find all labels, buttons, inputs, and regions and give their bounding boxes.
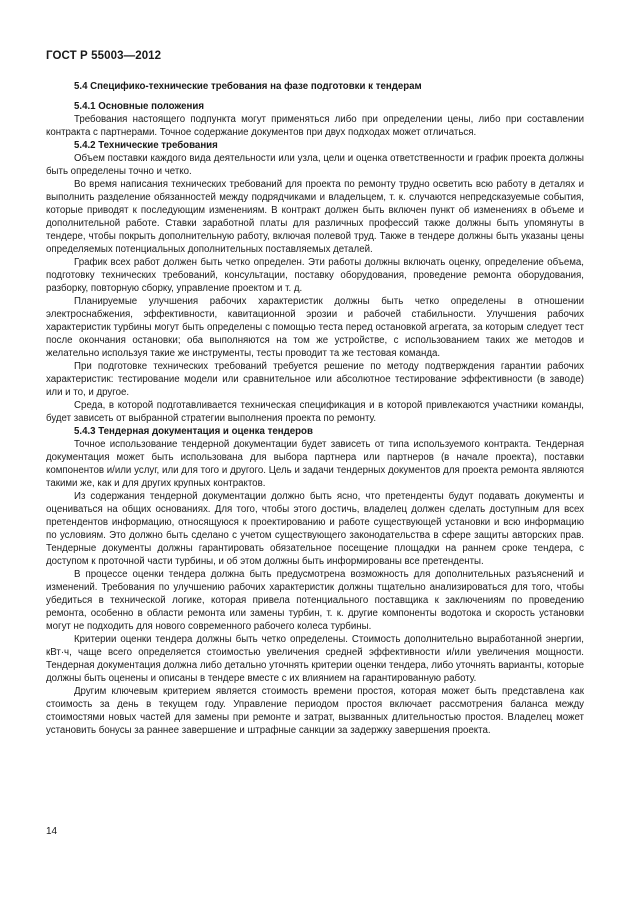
paragraph: Точное использование тендерной документации будет зависеть от типа используемого контракта. Тендерная документация может быть использована для выбора партнера или партнеров (в начале проекта), поставки компонентов и/или услуг, или для того и другого. Цель и задачи тендерных документов для проекта ремонта являются такими же, как и для других крупных контрактов.	[46, 439, 584, 489]
paragraph: Требования настоящего подпункта могут применяться либо при определении цены, либо при составлении контракта с партнерами. Точное содержание документов при двух подходах может отличаться.	[46, 114, 584, 138]
paragraph: В процессе оценки тендера должна быть предусмотрена возможность для дополнительных разъяснений и изменений. Требования по улучшению рабочих характеристик должны тщательно анализироваться для того, чтобы убедиться в технической логике, которая привела потенциального поставщика к заключениям по проведению ремонта, особенно в области ремонта или замены турбин, т. к. другие компоненты водотока и скорость установки могут не подходить для нового современного рабочего колеса турбины.	[46, 569, 584, 632]
paragraph: Критерии оценки тендера должны быть четко определены. Стоимость дополнительно выработанной энергии, кВт·ч, чаще всего определяется стоимостью увеличения средней эффективности и/или увеличения мощности. Тендерная документация должна либо детально уточнять критерии оценки тендера, либо уточнять варианты, которые должны быть оценены и описаны в тендере вместе с их влиянием на гарантированную работу.	[46, 634, 584, 684]
subsection-title: 5.4.2 Технические требования	[74, 140, 218, 151]
page-content	[46, 80, 584, 737]
paragraph: Из содержания тендерной документации должно быть ясно, что претенденты будут подавать документы и оцениваться на общих основаниях. Для того, чтобы этого достичь, владелец должен сделать доступным для всех претендентов информацию, относящуюся к проектированию и работе существующей установки и всю информацию по условиям. Это должно быть сделано с учетом существующего законодательства в сфере защиты авторских прав. Тендерные документы должны гарантировать обязательное посещение площадки на раннем сроке тендера, с доступом к проточной части турбины, и об этом должны быть информированы все претенденты.	[46, 491, 584, 567]
subsection-title: 5.4.1 Основные положения	[74, 101, 205, 112]
paragraph: Среда, в которой подготавливается техническая спецификация и в которой привлекаются участники команды, будет зависеть от выбранной стратегии выполнения проекта по ремонту.	[46, 400, 584, 424]
page-number: 14	[46, 826, 58, 837]
section-title: 5.4 Специфико-технические требования на фазе подготовки к тендерам	[74, 81, 422, 92]
paragraph: Планируемые улучшения рабочих характеристик должны быть четко определены в отношении электроснабжения, эффективности, кавитационной эрозии и рабочей стабильности. Улучшения рабочих характеристик турбины могут быть определены с помощью теста перед остановкой агрегата, за которым следует тест после окончания остановки; оба выполняются на том же устройстве, с использованием таких же методов и желательно используя такие же инструменты, тесты проводит та же тестовая команда.	[46, 296, 584, 359]
paragraph: Во время написания технических требований для проекта по ремонту трудно осветить всю работу в деталях и выполнить разделение обязанностей между подрядчиками и владельцем, т. к. случаются непредсказуемые события, которые приводят к последующим изменениям. В контракт должен быть включен пункт об изменениях в объеме и дополнительной работе. Ставки заработной платы для различных профессий также должны быть упомянуты в тендере, чтобы покрыть дополнительную работу, включая полевой труд. Также в тендере должны быть указаны цены определяемых потенциальных дополнительных поставляемых деталей.	[46, 179, 584, 255]
standard-header: ГОСТ Р 55003—2012	[46, 50, 162, 62]
subsection-title: 5.4.3 Тендерная документация и оценка тендеров	[74, 426, 313, 437]
paragraph: Другим ключевым критерием является стоимость времени простоя, которая может быть представлена как стоимость за день в текущем году. Управление периодом простоя включает рассмотрения баланса между стоимостями новых частей для замены при ремонте и затрат, вызванных длительностью простоя. Владелец может установить бонусы за раннее завершение и штрафные санкции за задержку завершения проекта.	[46, 686, 584, 736]
paragraph: График всех работ должен быть четко определен. Эти работы должны включать оценку, определение объема, подготовку технических требований, консультации, поставку оборудования, проведение ремонта оборудования, разборку, повторную сборку, управление проектом и т. д.	[46, 257, 584, 294]
paragraph: При подготовке технических требований требуется решение по методу подтверждения гарантии рабочих характеристик: тестирование модели или сравнительное или абсолютное тестирование эффективности (в заводе) или и то, и другое.	[46, 361, 584, 398]
paragraph: Объем поставки каждого вида деятельности или узла, цели и оценка ответственности и график проекта должны быть определены точно и четко.	[46, 153, 584, 177]
